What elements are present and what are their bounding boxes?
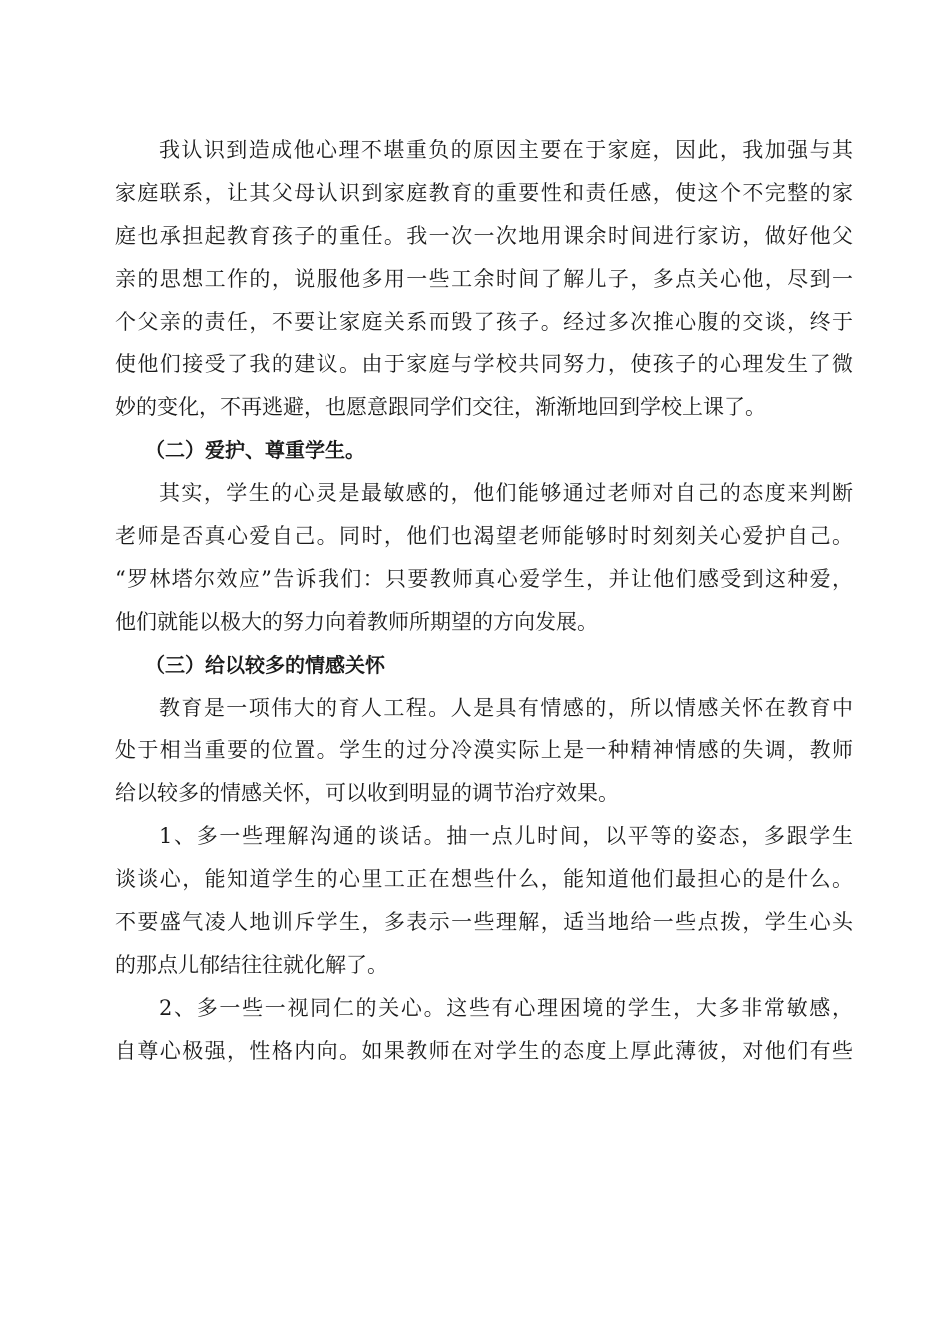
text-line: 妙的变化，不再逃避，也愿意跟同学们交往，渐渐地回到学校上课了。 [115, 395, 766, 420]
text-line: 谈谈心，能知道学生的心里工正在想些什么，能知道他们最担心的是什么。 [115, 867, 853, 892]
text-line: 处于相当重要的位置。学生的过分冷漠实际上是一种精神情感的失调，教师 [115, 738, 853, 763]
text-line: 的那点儿郁结往往就化解了。 [115, 952, 388, 977]
paragraph [115, 472, 853, 644]
paragraph [115, 987, 853, 1073]
section-heading: （二）爱护、尊重学生。 [145, 438, 365, 463]
text-line: 自尊心极强，性格内向。如果教师在对学生的态度上厚此薄彼，对他们有些 [115, 1038, 853, 1063]
text-line: 亲的思想工作的，说服他多用一些工余时间了解儿子，多点关心他，尽到一 [115, 266, 853, 291]
paragraph [115, 129, 853, 429]
section-heading: （三）给以较多的情感关怀 [145, 652, 385, 677]
text-line: 庭也承担起教育孩子的重任。我一次一次地用课余时间进行家访，做好他父 [115, 223, 853, 248]
paragraph [115, 815, 853, 987]
text-line: “罗林塔尔效应”告诉我们：只要教师真心爱学生，并让他们感受到这种爱， [115, 566, 853, 591]
text-line: 老师是否真心爱自己。同时，他们也渴望老师能够时时刻刻关心爱护自己。 [115, 524, 853, 549]
text-line: 其实，学生的心灵是最敏感的，他们能够通过老师对自己的态度来判断 [159, 481, 853, 506]
text-line: 不要盛气凌人地训斥学生，多表示一些理解，适当地给一些点拨，学生心头 [115, 910, 853, 935]
document-body [115, 129, 853, 1073]
text-line: 2、多一些一视同仁的关心。这些有心理困境的学生，大多非常敏感， [159, 995, 853, 1020]
text-line: 教育是一项伟大的育人工程。人是具有情感的，所以情感关怀在教育中 [159, 695, 853, 720]
text-line: 1、多一些理解沟通的谈话。抽一点儿时间，以平等的姿态，多跟学生 [159, 824, 853, 849]
text-line: 我认识到造成他心理不堪重负的原因主要在于家庭，因此，我加强与其 [159, 138, 853, 162]
text-line: 给以较多的情感关怀，可以收到明显的调节治疗效果。 [115, 781, 619, 806]
text-line: 他们就能以极大的努力向着教师所期望的方向发展。 [115, 609, 598, 634]
text-line: 使他们接受了我的建议。由于家庭与学校共同努力，使孩子的心理发生了微 [115, 352, 853, 377]
text-line: 家庭联系，让其父母认识到家庭教育的重要性和责任感，使这个不完整的家 [115, 180, 853, 205]
text-line: 个父亲的责任，不要让家庭关系而毁了孩子。经过多次推心腹的交谈，终于 [115, 309, 853, 334]
paragraph [115, 687, 853, 816]
